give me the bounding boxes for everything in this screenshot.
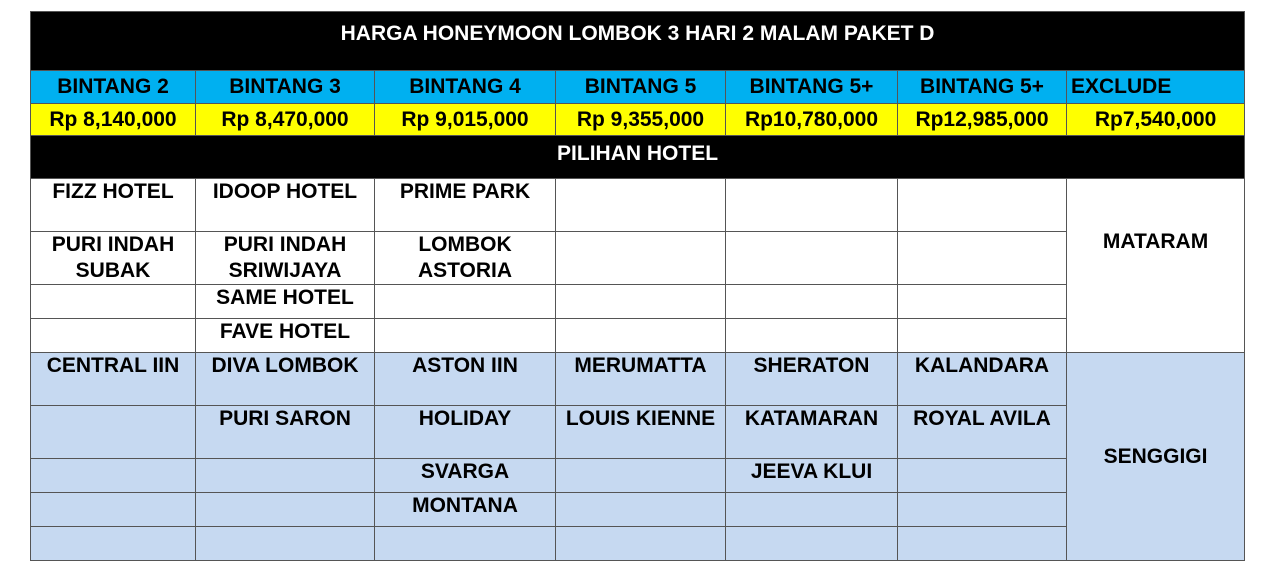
hotel-cell: JEEVA KLUI xyxy=(726,459,898,493)
hotel-cell xyxy=(556,285,726,319)
hotel-cell xyxy=(556,459,726,493)
hotel-cell: MONTANA xyxy=(375,493,556,527)
hotel-cell: PURI INDAH SRIWIJAYA xyxy=(196,232,375,285)
category-header: EXCLUDE xyxy=(1067,71,1245,104)
category-header: BINTANG 4 xyxy=(375,71,556,104)
category-header: BINTANG 5+ xyxy=(898,71,1067,104)
category-header: BINTANG 5+ xyxy=(726,71,898,104)
hotel-cell: PURI SARON xyxy=(196,406,375,459)
hotel-cell xyxy=(898,232,1067,285)
hotel-cell xyxy=(726,179,898,232)
price-cell: Rp 8,470,000 xyxy=(196,104,375,136)
area-senggigi: SENGGIGI xyxy=(1067,353,1245,561)
hotel-cell xyxy=(31,319,196,353)
hotel-cell: FIZZ HOTEL xyxy=(31,179,196,232)
hotel-cell xyxy=(196,493,375,527)
hotel-cell: MERUMATTA xyxy=(556,353,726,406)
category-header: BINTANG 2 xyxy=(31,71,196,104)
hotel-cell: PURI INDAH SUBAK xyxy=(31,232,196,285)
price-cell: Rp10,780,000 xyxy=(726,104,898,136)
hotel-cell: DIVA LOMBOK xyxy=(196,353,375,406)
hotel-cell: SVARGA xyxy=(375,459,556,493)
table-title: HARGA HONEYMOON LOMBOK 3 HARI 2 MALAM PAKET D xyxy=(31,12,1245,71)
hotel-cell xyxy=(196,459,375,493)
hotel-cell xyxy=(31,527,196,561)
hotel-cell xyxy=(898,527,1067,561)
hotel-cell xyxy=(726,319,898,353)
hotel-cell xyxy=(726,232,898,285)
price-cell: Rp 9,015,000 xyxy=(375,104,556,136)
hotel-cell xyxy=(31,406,196,459)
category-header: BINTANG 5 xyxy=(556,71,726,104)
hotel-cell: CENTRAL IIN xyxy=(31,353,196,406)
hotel-cell xyxy=(726,493,898,527)
hotel-cell xyxy=(556,179,726,232)
price-cell: Rp7,540,000 xyxy=(1067,104,1245,136)
hotel-cell: IDOOP HOTEL xyxy=(196,179,375,232)
hotel-cell xyxy=(31,493,196,527)
area-mataram: MATARAM xyxy=(1067,179,1245,353)
hotel-cell: LOMBOK ASTORIA xyxy=(375,232,556,285)
section-title: PILIHAN HOTEL xyxy=(31,136,1245,179)
hotel-cell xyxy=(898,459,1067,493)
hotel-cell: HOLIDAY xyxy=(375,406,556,459)
hotel-cell: SHERATON xyxy=(726,353,898,406)
price-cell: Rp 8,140,000 xyxy=(31,104,196,136)
hotel-cell: ASTON IIN xyxy=(375,353,556,406)
price-table xyxy=(30,11,1245,561)
hotel-cell: FAVE HOTEL xyxy=(196,319,375,353)
hotel-cell xyxy=(898,319,1067,353)
hotel-cell xyxy=(556,232,726,285)
hotel-cell: PRIME PARK xyxy=(375,179,556,232)
hotel-cell xyxy=(726,285,898,319)
price-cell: Rp 9,355,000 xyxy=(556,104,726,136)
hotel-cell xyxy=(898,493,1067,527)
hotel-cell xyxy=(31,285,196,319)
hotel-cell xyxy=(898,285,1067,319)
hotel-cell xyxy=(375,319,556,353)
hotel-cell: KATAMARAN xyxy=(726,406,898,459)
price-cell: Rp12,985,000 xyxy=(898,104,1067,136)
hotel-cell xyxy=(196,527,375,561)
hotel-cell: ROYAL AVILA xyxy=(898,406,1067,459)
hotel-cell: KALANDARA xyxy=(898,353,1067,406)
hotel-cell xyxy=(31,459,196,493)
hotel-cell xyxy=(375,285,556,319)
hotel-cell: SAME HOTEL xyxy=(196,285,375,319)
hotel-cell: LOUIS KIENNE xyxy=(556,406,726,459)
hotel-cell xyxy=(726,527,898,561)
hotel-cell xyxy=(375,527,556,561)
hotel-cell xyxy=(556,493,726,527)
hotel-cell xyxy=(556,527,726,561)
hotel-cell xyxy=(898,179,1067,232)
hotel-cell xyxy=(556,319,726,353)
category-header: BINTANG 3 xyxy=(196,71,375,104)
